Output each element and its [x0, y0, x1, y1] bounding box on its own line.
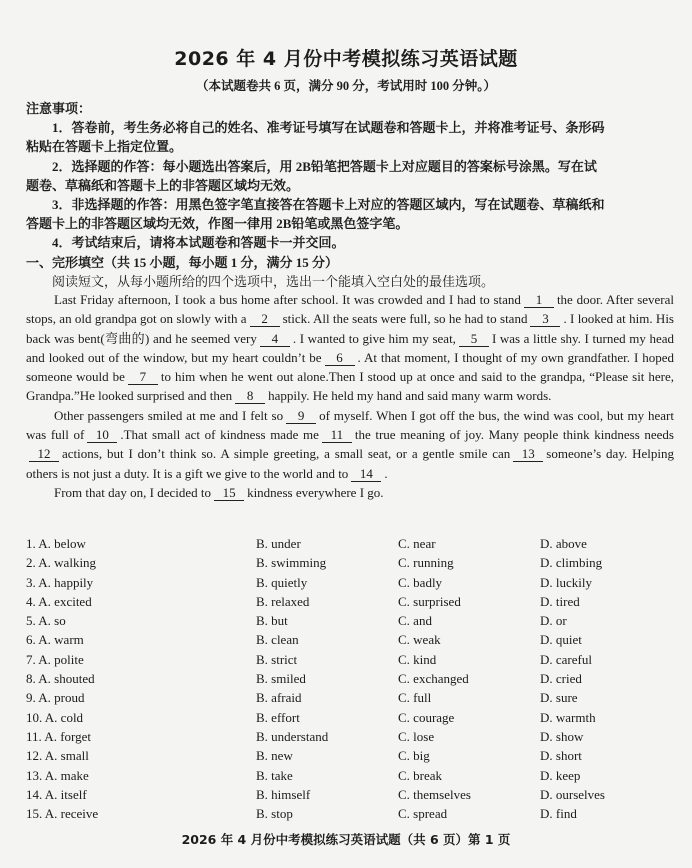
option-b: B. afraid — [256, 690, 302, 706]
option-c: C. break — [398, 767, 443, 783]
option-a: 3. A. happily — [26, 574, 94, 590]
option-b: B. effort — [256, 709, 300, 725]
option-b: B. clean — [256, 632, 299, 648]
blank-9: 9 — [286, 409, 316, 424]
option-c: C. courage — [398, 709, 455, 725]
blank-13: 13 — [513, 447, 543, 462]
option-c: C. big — [398, 748, 430, 764]
option-row — [26, 708, 674, 727]
option-b: B. understand — [256, 728, 329, 744]
option-b: B. stop — [256, 806, 293, 822]
option-row — [26, 688, 674, 707]
blank-1: 1 — [524, 293, 554, 308]
passage-paragraph-2: Other passengers smiled at me and I felt so 9 of myself. When I got off the bus, the wind was cool, but my heart was full of 10 .That small act of kindness made me 11 the true meaning of joy. Many people think kindness needs12 actions, but I don’t think so. A simple greeting, a small seat, or a gentle smile can 13 someone’s day. Helping others is not just a duty. It is a gift we give to the world and to 14 . — [26, 407, 675, 481]
option-a: 2. A. walking — [26, 555, 97, 571]
option-row — [26, 534, 674, 553]
option-a: 9. A. proud — [26, 690, 85, 706]
exam-title: 2026 年 4 月份中考模拟练习英语试题 — [174, 48, 518, 70]
option-a: 15. A. receive — [26, 806, 99, 822]
option-b: B. strict — [256, 651, 298, 667]
note-line: 2．选择题的作答：每小题选出答案后，用 2B铅笔把答题卡上对应题目的答案标号涂黑。写在试 — [52, 158, 597, 174]
option-d: D. show — [540, 728, 584, 744]
option-row — [26, 650, 674, 669]
blank-2: 2 — [250, 312, 280, 327]
option-row — [26, 785, 674, 804]
blank-10: 10 — [87, 428, 117, 443]
blank-14: 14 — [351, 467, 381, 482]
option-c: C. full — [398, 690, 432, 706]
option-d: D. short — [540, 748, 582, 764]
option-b: B. under — [256, 536, 301, 551]
option-b: B. swimming — [256, 555, 327, 571]
option-a: 7. A. polite — [26, 651, 84, 667]
option-row — [26, 592, 674, 611]
option-d: D. ourselves — [540, 786, 605, 802]
option-c: C. near — [398, 536, 436, 551]
section-instruction: 阅读短文，从每小题所给的四个选项中，选出一个能填入空白处的最佳选项。 — [52, 273, 495, 289]
option-b: B. himself — [256, 786, 311, 802]
exam-subtitle: （本试题卷共 6 页，满分 90 分，考试用时 100 分钟。） — [195, 79, 496, 93]
option-d: D. quiet — [540, 632, 582, 648]
option-c: C. lose — [398, 728, 435, 744]
blank-4: 4 — [260, 332, 290, 347]
option-a: 10. A. cold — [26, 709, 84, 725]
option-c: C. exchanged — [398, 671, 469, 687]
blank-8: 8 — [235, 389, 265, 404]
option-b: B. but — [256, 613, 288, 629]
option-d: D. or — [540, 613, 567, 629]
option-a: 14. A. itself — [26, 786, 87, 802]
option-a: 5. A. so — [26, 613, 66, 629]
note-line: 4．考试结束后，请将本试题卷和答题卡一并交回。 — [52, 235, 345, 251]
option-d: D. keep — [540, 767, 581, 783]
note-line: 题卷、草稿纸和答题卡上的非答题区域均无效。 — [26, 177, 300, 193]
option-c: C. spread — [398, 806, 448, 822]
option-d: D. above — [540, 536, 587, 551]
section-title: 一、完形填空（共 15 小题，每小题 1 分，满分 15 分） — [26, 254, 339, 270]
option-b: B. take — [256, 767, 293, 783]
note-line: 粘贴在答题卡上指定位置。 — [26, 139, 183, 155]
option-row — [26, 611, 674, 630]
option-c: C. weak — [398, 632, 441, 648]
option-row — [26, 804, 674, 823]
option-a: 11. A. forget — [26, 728, 91, 744]
note-line: 答题卡上的非答题区域均无效，作图一律用 2B铅笔或黑色签字笔。 — [26, 216, 409, 232]
option-d: D. tired — [540, 593, 580, 609]
blank-5: 5 — [459, 332, 489, 347]
note-line: 3．非选择题的作答：用黑色签字笔直接答在答题卡上对应的答题区域内，写在试题卷、草稿纸和 — [52, 197, 605, 213]
option-c: C. running — [398, 555, 454, 571]
option-d: D. cried — [540, 671, 582, 687]
blank-12: 12 — [29, 447, 59, 462]
option-row — [26, 746, 674, 765]
option-row — [26, 727, 674, 746]
option-row — [26, 553, 674, 572]
note-line: 1．答卷前，考生务必将自己的姓名、准考证号填写在试题卷和答题卡上，并将准考证号、条形码 — [52, 120, 605, 136]
blank-7: 7 — [128, 370, 158, 385]
option-b: B. quietly — [256, 574, 308, 590]
option-row — [26, 669, 674, 688]
option-row — [26, 573, 674, 592]
blank-3: 3 — [530, 312, 560, 327]
passage-paragraph-1: Last Friday afternoon, I took a bus home after school. It was crowded and I had to stand 1 the door. After several stops, an old grandpa got on slowly with a 2 stick. All the seats were full, so he had to stand 3 . I looked at him. His back was bent(弯曲的) and he seemed very 4 . I wanted to give him my seat, 5 I was a little shy. I turned my head and looked out of the window, but my heart couldn’t be 6 . At that moment, I thought of my own grandfather. I hoped someone would be 7 to him when he went out alone.Then I stood up at once and said to the grandpa, “Please sit here, Grandpa.”He looked surprised and then 8 happily. He held my hand and said many warm words. — [26, 292, 675, 404]
notes-heading: 注意事项： — [26, 101, 92, 116]
option-d: D. sure — [540, 690, 578, 706]
options-list — [26, 534, 674, 823]
passage-paragraph-3: From that day on, I decided to 15 kindness everywhere I go. — [54, 484, 384, 500]
option-c: C. kind — [398, 651, 437, 667]
option-a: 4. A. excited — [26, 593, 92, 609]
option-a: 12. A. small — [26, 748, 89, 764]
option-a: 8. A. shouted — [26, 671, 95, 687]
option-c: C. surprised — [398, 593, 461, 609]
option-d: D. find — [540, 806, 577, 822]
cloze-passage — [26, 290, 674, 502]
blank-15: 15 — [214, 486, 244, 501]
option-b: B. smiled — [256, 671, 306, 687]
option-row — [26, 630, 674, 649]
option-d: D. careful — [540, 651, 592, 667]
blank-11: 11 — [322, 428, 352, 443]
option-c: C. themselves — [398, 786, 471, 802]
option-d: D. luckily — [540, 574, 592, 590]
option-a: 6. A. warm — [26, 632, 84, 648]
option-row — [26, 766, 674, 785]
option-b: B. relaxed — [256, 593, 310, 609]
blank-6: 6 — [325, 351, 355, 366]
option-b: B. new — [256, 748, 293, 764]
page-footer: 2026 年 4 月份中考模拟练习英语试题（共 6 页）第 1 页 — [181, 832, 511, 847]
option-d: D. climbing — [540, 555, 603, 571]
notes-section — [26, 99, 674, 291]
option-d: D. warmth — [540, 709, 596, 725]
option-a: 13. A. make — [26, 767, 89, 783]
option-a: 1. A. below — [26, 536, 86, 551]
option-c: C. and — [398, 613, 432, 629]
option-c: C. badly — [398, 574, 443, 590]
